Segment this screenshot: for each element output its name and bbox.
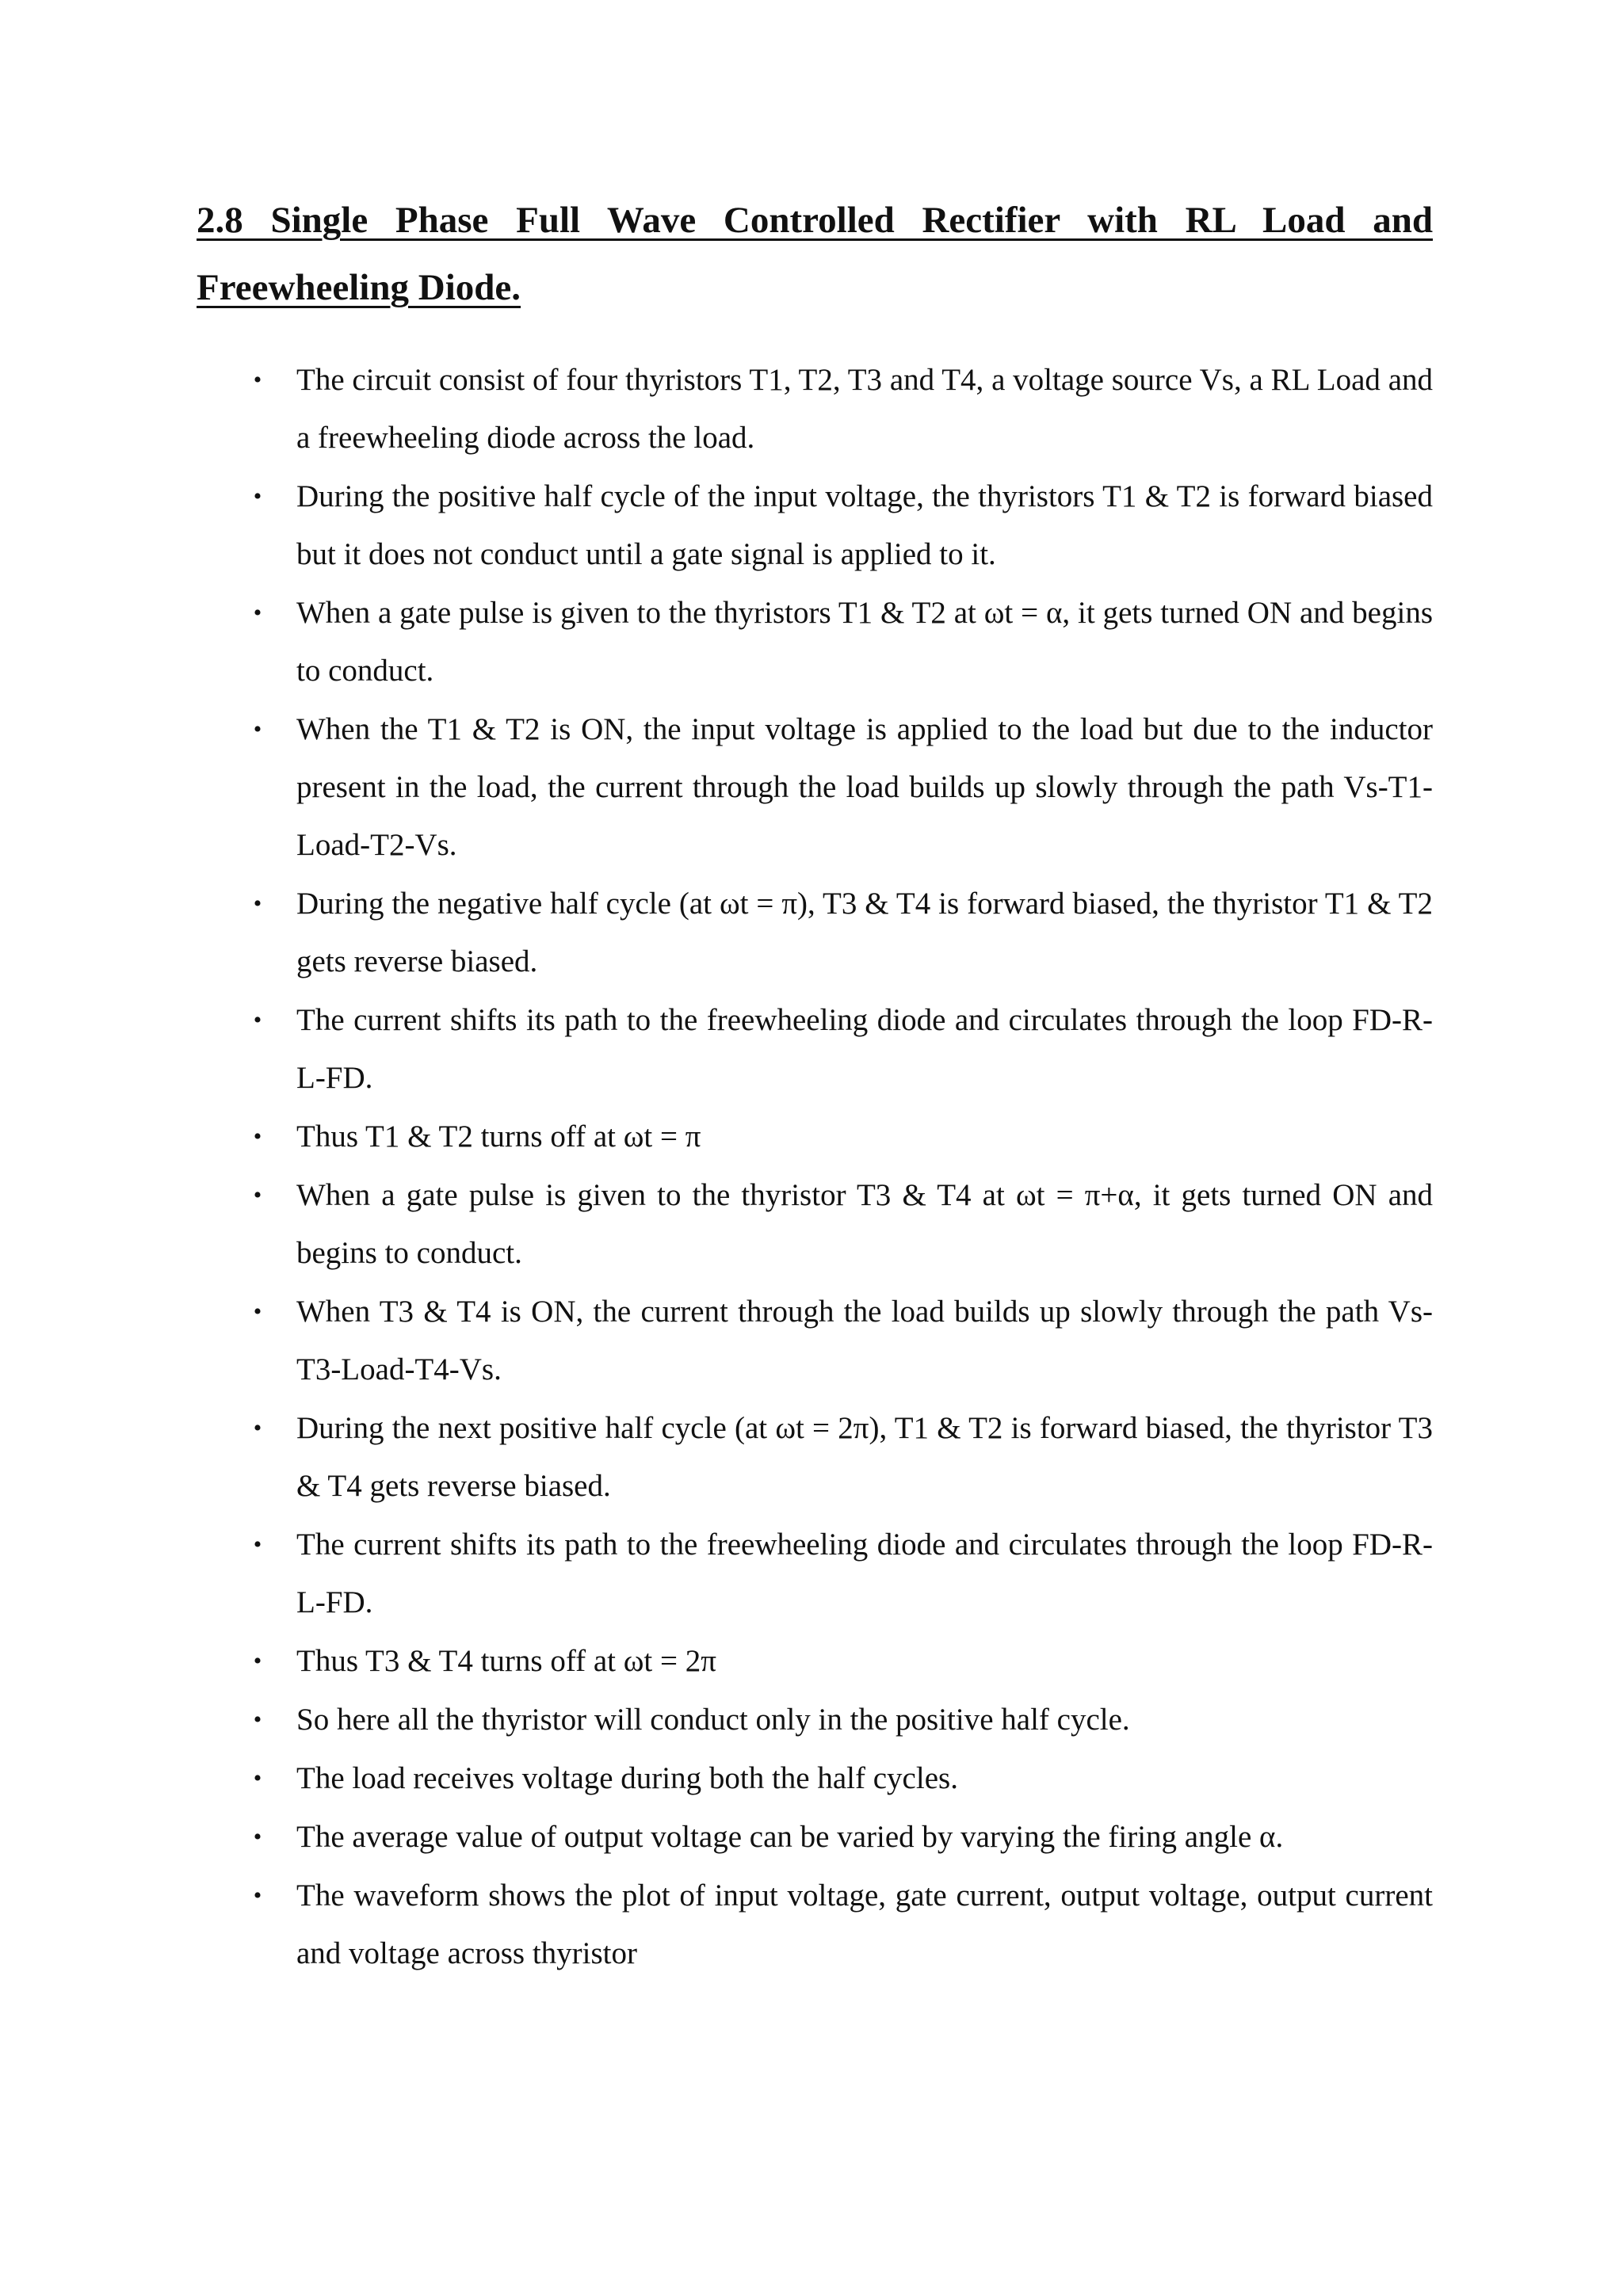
bullet-item [197, 1283, 1433, 1398]
section-heading: 2.8 Single Phase Full Wave Controlled Rectifier with RL Load and Freewheeling Diode. [197, 200, 1433, 308]
bullet-item [197, 1166, 1433, 1282]
bullet-dot-icon: • [253, 1123, 262, 1150]
bullet-dot-icon: • [253, 1182, 262, 1208]
bullet-item [197, 1749, 1433, 1807]
bullet-text: The circuit consist of four thyristors T1, T2, T3 and T4, a voltage source Vs, a RL Load and a freewheeling diode across the load. [296, 363, 1433, 455]
bullet-text: The average value of output voltage can be varied by varying the firing angle α. [296, 1820, 1284, 1854]
bullet-text: When a gate pulse is given to the thyristor T3 & T4 at ωt = π+α, it gets turned ON and begins to conduct. [296, 1178, 1433, 1270]
bullet-text: During the negative half cycle (at ωt = π), T3 & T4 is forward biased, the thyristor T1 & T2 gets reverse biased. [296, 887, 1433, 978]
bullet-item [197, 1516, 1433, 1631]
bullet-text: Thus T1 & T2 turns off at ωt = π [296, 1119, 701, 1154]
bullet-dot-icon: • [253, 1648, 262, 1674]
bullet-item [197, 1867, 1433, 1982]
bullet-dot-icon: • [253, 1882, 262, 1909]
bullet-text: So here all the thyristor will conduct only in the positive half cycle. [296, 1703, 1130, 1737]
bullet-text: During the next positive half cycle (at ωt = 2π), T1 & T2 is forward biased, the thyristor T3 & T4 gets reverse biased. [296, 1411, 1433, 1503]
bullet-dot-icon: • [253, 891, 262, 917]
bullet-text: When the T1 & T2 is ON, the input voltage is applied to the load but due to the inductor present in the load, the current through the load builds up slowly through the path Vs-T1-Load-T2-Vs. [296, 712, 1433, 862]
bullet-item [197, 1108, 1433, 1165]
bullet-item [197, 1808, 1433, 1866]
bullet-dot-icon: • [253, 600, 262, 626]
bullet-dot-icon: • [253, 1531, 262, 1558]
bullet-item [197, 1691, 1433, 1749]
bullet-dot-icon: • [253, 716, 262, 742]
bullet-dot-icon: • [253, 483, 262, 509]
bullet-text: Thus T3 & T4 turns off at ωt = 2π [296, 1644, 716, 1678]
bullet-dot-icon: • [253, 1765, 262, 1791]
bullet-dot-icon: • [253, 367, 262, 393]
bullet-item [197, 1632, 1433, 1690]
bullet-text: The waveform shows the plot of input voltage, gate current, output voltage, output current and voltage across thyristor [296, 1878, 1433, 1970]
bullet-text: When T3 & T4 is ON, the current through the load builds up slowly through the path Vs-T3-Load-T4-Vs. [296, 1295, 1433, 1386]
bullet-text: During the positive half cycle of the input voltage, the thyristors T1 & T2 is forward biased but it does not conduct until a gate signal is applied to it. [296, 479, 1433, 571]
bullet-item [197, 991, 1433, 1107]
bullet-text: When a gate pulse is given to the thyristors T1 & T2 at ωt = α, it gets turned ON and begins to conduct. [296, 596, 1433, 688]
bullet-item [197, 351, 1433, 467]
bullet-item [197, 700, 1433, 874]
bullet-item [197, 584, 1433, 700]
bullet-text: The current shifts its path to the freewheeling diode and circulates through the loop FD-R-L-FD. [296, 1527, 1433, 1619]
bullet-dot-icon: • [253, 1824, 262, 1850]
bullet-dot-icon: • [253, 1415, 262, 1441]
bullet-item [197, 875, 1433, 990]
bullet-item [197, 467, 1433, 583]
bullet-item [197, 1399, 1433, 1515]
bullet-list [197, 351, 1433, 1983]
bullet-dot-icon: • [253, 1299, 262, 1325]
bullet-text: The current shifts its path to the freewheeling diode and circulates through the loop FD-R-L-FD. [296, 1003, 1433, 1095]
bullet-dot-icon: • [253, 1007, 262, 1033]
bullet-text: The load receives voltage during both the half cycles. [296, 1761, 958, 1795]
bullet-dot-icon: • [253, 1707, 262, 1733]
